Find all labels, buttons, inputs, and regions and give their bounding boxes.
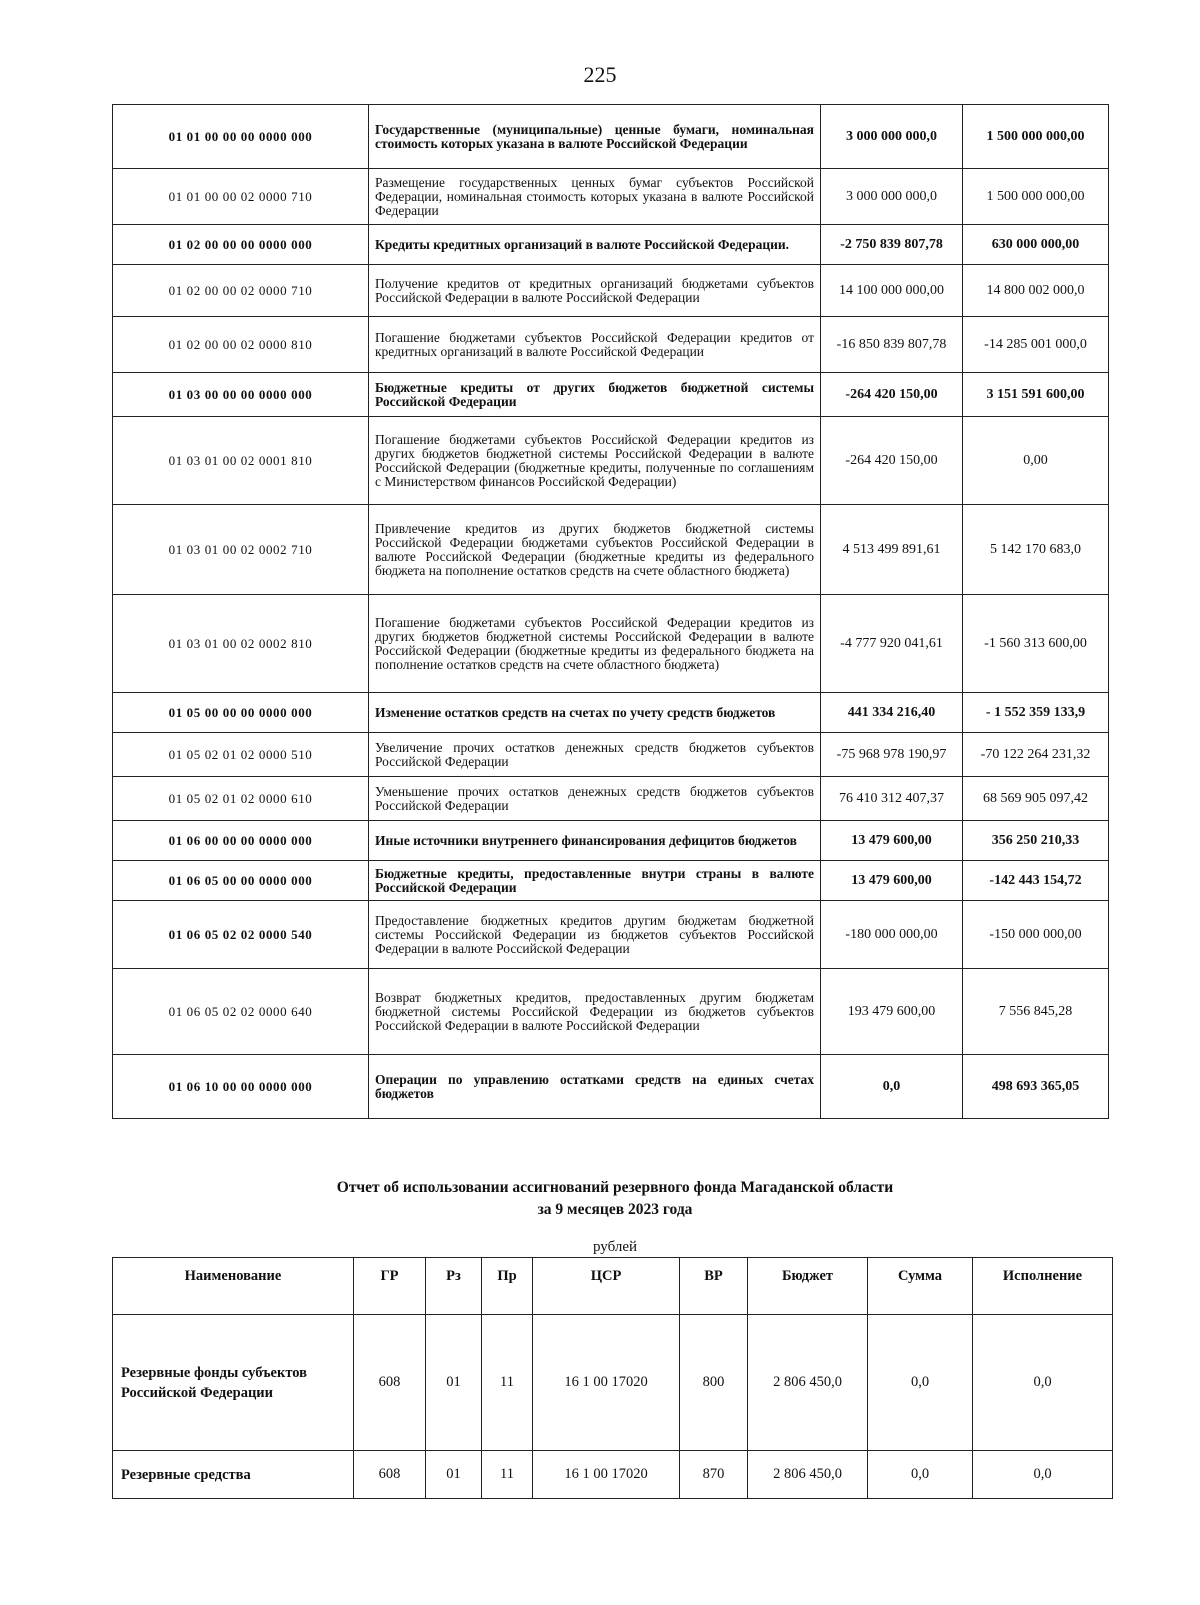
row-value-2: 3 151 591 600,00 (963, 373, 1109, 417)
report-title-line-2: за 9 месяцев 2023 года (537, 1201, 693, 1218)
row-value-2: -14 285 001 000,0 (963, 317, 1109, 373)
column-header: Рз (426, 1258, 482, 1315)
row-name: Бюджетные кредиты от других бюджетов бюджетной системы Российской Федерации (369, 373, 821, 417)
cell-sum: 0,0 (868, 1315, 973, 1451)
column-header: Бюджет (748, 1258, 868, 1315)
report-title-line-1: Отчет об использовании ассигнований резервного фонда Магаданской области (336, 1179, 894, 1196)
reserve-fund-body (113, 1315, 1113, 1499)
table-row (113, 373, 1109, 417)
row-name: Погашение бюджетами субъектов Российской Федерации кредитов из других бюджетов бюджетной системы Российской Федерации в валюте Российской Федерации (бюджетные кредиты, полученные по соглашениям с Министерством финансов Российской Федерации) (369, 417, 821, 505)
row-code: 01 01 00 00 00 0000 000 (113, 105, 369, 169)
column-header: Пр (482, 1258, 533, 1315)
cell-name: Резервные фонды субъектов Российской Федерации (113, 1315, 354, 1451)
row-code: 01 06 00 00 00 0000 000 (113, 821, 369, 861)
row-value-2: 630 000 000,00 (963, 225, 1109, 265)
table-row (113, 169, 1109, 225)
row-value-1: -75 968 978 190,97 (821, 733, 963, 777)
cell-csr: 16 1 00 17020 (533, 1315, 680, 1451)
row-name: Погашение бюджетами субъектов Российской Федерации кредитов от кредитных организаций в валюте Российской Федерации (369, 317, 821, 373)
row-value-1: -264 420 150,00 (821, 417, 963, 505)
row-code: 01 02 00 00 00 0000 000 (113, 225, 369, 265)
row-value-2: 14 800 002 000,0 (963, 265, 1109, 317)
row-name: Государственные (муниципальные) ценные бумаги, номинальная стоимость которых указана в валюте Российской Федерации (369, 105, 821, 169)
row-code: 01 05 00 00 00 0000 000 (113, 693, 369, 733)
table-row (113, 505, 1109, 595)
row-name: Бюджетные кредиты, предоставленные внутри страны в валюте Российской Федерации (369, 861, 821, 901)
column-header: ВР (680, 1258, 748, 1315)
row-code: 01 02 00 00 02 0000 710 (113, 265, 369, 317)
cell-sum: 0,0 (868, 1451, 973, 1499)
row-value-2: -142 443 154,72 (963, 861, 1109, 901)
table-row (113, 861, 1109, 901)
row-value-1: -4 777 920 041,61 (821, 595, 963, 693)
table-row (113, 733, 1109, 777)
table-row (113, 693, 1109, 733)
financing-sources-body (113, 105, 1109, 1119)
table-row (113, 969, 1109, 1055)
row-value-1: -180 000 000,00 (821, 901, 963, 969)
row-name: Предоставление бюджетных кредитов другим бюджетам бюджетной системы Российской Федерации из бюджетов субъектов Российской Федерации в валюте Российской Федерации (369, 901, 821, 969)
row-value-1: -2 750 839 807,78 (821, 225, 963, 265)
row-name: Привлечение кредитов из других бюджетов бюджетной системы Российской Федерации бюджетами субъектов Российской Федерации в валюте Российской Федерации (бюджетные кредиты из федерального бюджета на пополнение остатков средств на счете областного бюджета) (369, 505, 821, 595)
row-code: 01 02 00 00 02 0000 810 (113, 317, 369, 373)
cell-rz: 01 (426, 1315, 482, 1451)
cell-gr: 608 (354, 1451, 426, 1499)
cell-execution: 0,0 (973, 1315, 1113, 1451)
row-value-2: 68 569 905 097,42 (963, 777, 1109, 821)
row-value-1: 76 410 312 407,37 (821, 777, 963, 821)
row-code: 01 06 05 02 02 0000 640 (113, 969, 369, 1055)
row-value-2: -150 000 000,00 (963, 901, 1109, 969)
table-row (113, 821, 1109, 861)
row-value-2: -1 560 313 600,00 (963, 595, 1109, 693)
row-code: 01 01 00 00 02 0000 710 (113, 169, 369, 225)
units-label: рублей (593, 1239, 638, 1255)
cell-pr: 11 (482, 1451, 533, 1499)
cell-budget: 2 806 450,0 (748, 1451, 868, 1499)
table-row (113, 225, 1109, 265)
row-code: 01 06 05 00 00 0000 000 (113, 861, 369, 901)
row-name: Получение кредитов от кредитных организаций бюджетами субъектов Российской Федерации в валюте Российской Федерации (369, 265, 821, 317)
cell-budget: 2 806 450,0 (748, 1315, 868, 1451)
row-value-2: 1 500 000 000,00 (963, 105, 1109, 169)
row-value-1: 193 479 600,00 (821, 969, 963, 1055)
row-value-1: -264 420 150,00 (821, 373, 963, 417)
row-value-1: 13 479 600,00 (821, 821, 963, 861)
table-row (113, 1315, 1113, 1451)
table-row (113, 417, 1109, 505)
row-value-1: 4 513 499 891,61 (821, 505, 963, 595)
column-header: Наименование (113, 1258, 354, 1315)
row-name: Погашение бюджетами субъектов Российской Федерации кредитов из других бюджетов бюджетной системы Российской Федерации в валюте Российской Федерации (бюджетные кредиты из федерального бюджета на пополнение остатков средств на счете областного бюджета) (369, 595, 821, 693)
row-name: Операции по управлению остатками средств на единых счетах бюджетов (369, 1055, 821, 1119)
row-name: Изменение остатков средств на счетах по учету средств бюджетов (369, 693, 821, 733)
table-row (113, 1451, 1113, 1499)
row-code: 01 06 10 00 00 0000 000 (113, 1055, 369, 1119)
cell-csr: 16 1 00 17020 (533, 1451, 680, 1499)
row-name: Возврат бюджетных кредитов, предоставленных другим бюджетам бюджетной системы Российской Федерации из бюджетов субъектов Российской Федерации в валюте Российской Федерации (369, 969, 821, 1055)
reserve-fund-table (112, 1257, 1113, 1499)
row-value-2: 0,00 (963, 417, 1109, 505)
row-name: Кредиты кредитных организаций в валюте Российской Федерации. (369, 225, 821, 265)
row-name: Иные источники внутреннего финансирования дефицитов бюджетов (369, 821, 821, 861)
cell-pr: 11 (482, 1315, 533, 1451)
column-header: Исполнение (973, 1258, 1113, 1315)
cell-execution: 0,0 (973, 1451, 1113, 1499)
row-value-2: 1 500 000 000,00 (963, 169, 1109, 225)
row-value-1: 0,0 (821, 1055, 963, 1119)
row-value-1: -16 850 839 807,78 (821, 317, 963, 373)
cell-vr: 870 (680, 1451, 748, 1499)
report-title (0, 1177, 1200, 1221)
row-code: 01 03 01 00 02 0001 810 (113, 417, 369, 505)
row-value-2: 5 142 170 683,0 (963, 505, 1109, 595)
cell-vr: 800 (680, 1315, 748, 1451)
cell-rz: 01 (426, 1451, 482, 1499)
row-value-1: 13 479 600,00 (821, 861, 963, 901)
reserve-fund-header-row (113, 1258, 1113, 1315)
table-row (113, 777, 1109, 821)
row-value-2: - 1 552 359 133,9 (963, 693, 1109, 733)
row-name: Увеличение прочих остатков денежных средств бюджетов субъектов Российской Федерации (369, 733, 821, 777)
row-value-1: 3 000 000 000,0 (821, 169, 963, 225)
column-header: Сумма (868, 1258, 973, 1315)
row-code: 01 03 00 00 00 0000 000 (113, 373, 369, 417)
row-value-1: 441 334 216,40 (821, 693, 963, 733)
row-value-2: 498 693 365,05 (963, 1055, 1109, 1119)
row-code: 01 06 05 02 02 0000 540 (113, 901, 369, 969)
table-row (113, 265, 1109, 317)
row-name: Уменьшение прочих остатков денежных средств бюджетов субъектов Российской Федерации (369, 777, 821, 821)
cell-name: Резервные средства (113, 1451, 354, 1499)
table-row (113, 595, 1109, 693)
row-code: 01 05 02 01 02 0000 510 (113, 733, 369, 777)
row-value-1: 14 100 000 000,00 (821, 265, 963, 317)
column-header: ГР (354, 1258, 426, 1315)
row-value-2: 7 556 845,28 (963, 969, 1109, 1055)
table-row (113, 901, 1109, 969)
financing-sources-table (112, 104, 1109, 1119)
row-code: 01 03 01 00 02 0002 810 (113, 595, 369, 693)
cell-gr: 608 (354, 1315, 426, 1451)
page-number: 225 (583, 62, 617, 87)
row-value-2: -70 122 264 231,32 (963, 733, 1109, 777)
row-code: 01 03 01 00 02 0002 710 (113, 505, 369, 595)
row-value-1: 3 000 000 000,0 (821, 105, 963, 169)
column-header: ЦСР (533, 1258, 680, 1315)
table-row (113, 105, 1109, 169)
row-name: Размещение государственных ценных бумаг субъектов Российской Федерации, номинальная стоимость которых указана в валюте Российской Федерации (369, 169, 821, 225)
row-code: 01 05 02 01 02 0000 610 (113, 777, 369, 821)
table-row (113, 317, 1109, 373)
row-value-2: 356 250 210,33 (963, 821, 1109, 861)
table-row (113, 1055, 1109, 1119)
